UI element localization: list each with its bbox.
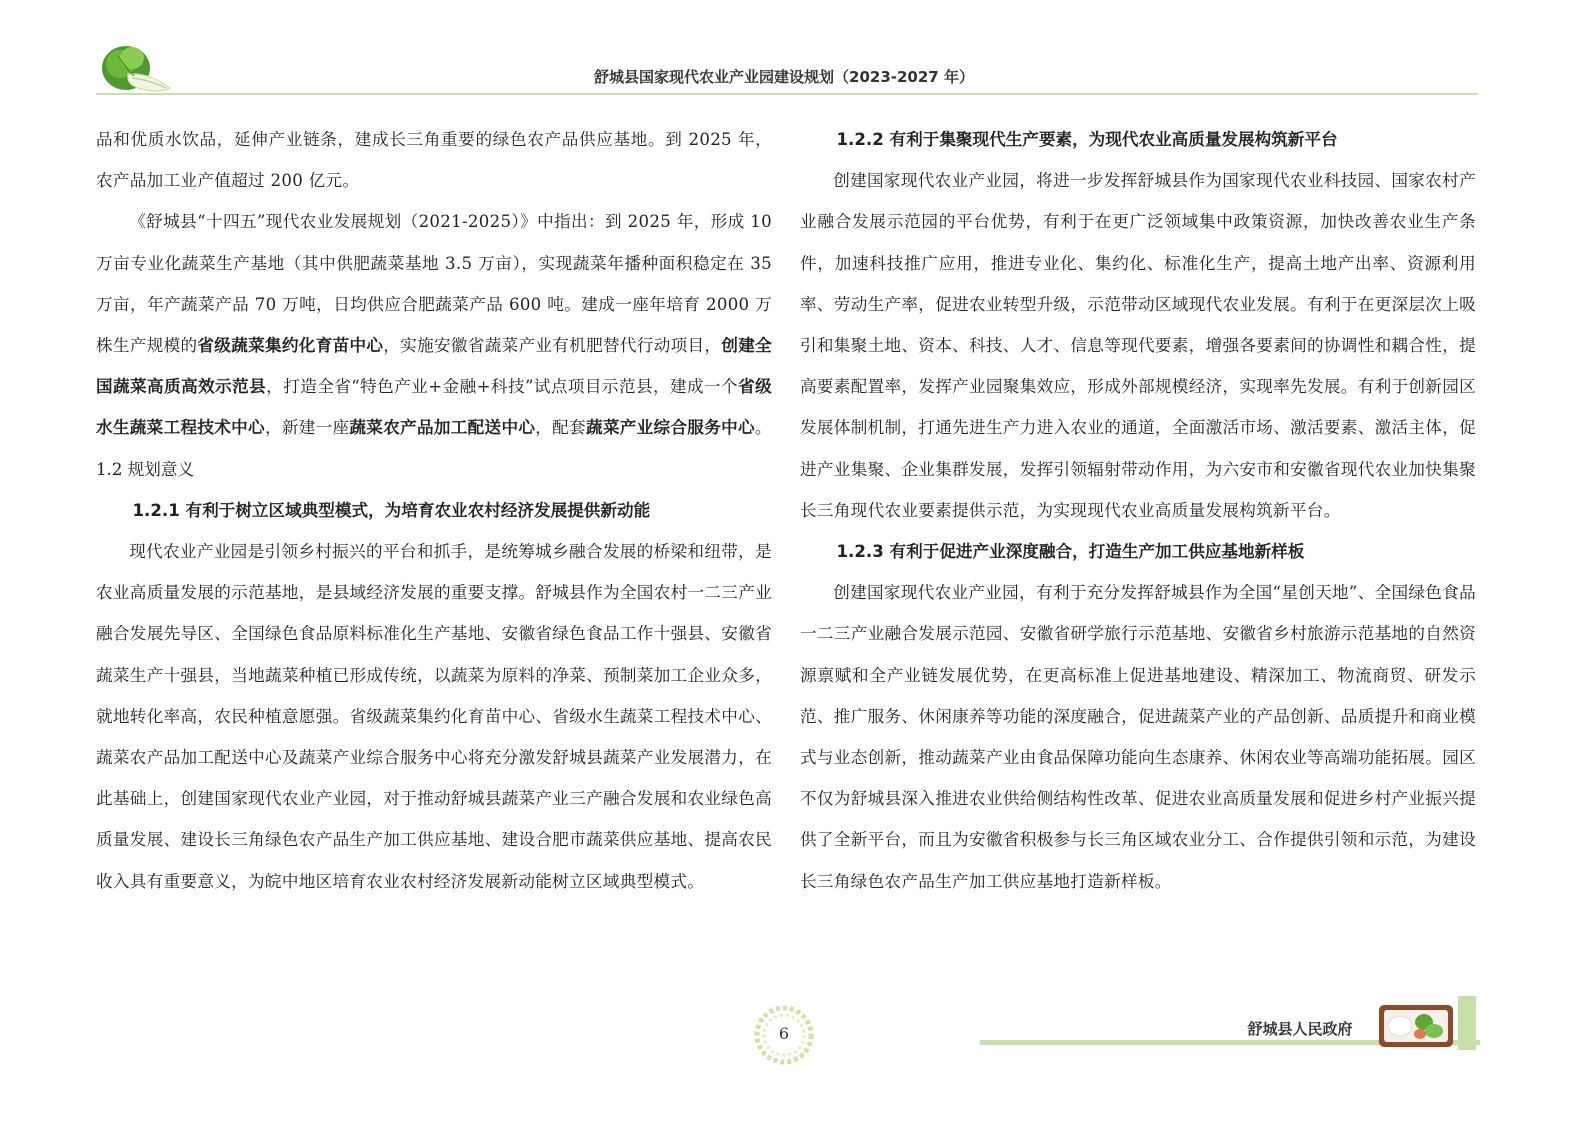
- header-divider: [96, 93, 1478, 95]
- paragraph-industry-integration: 创建国家现代农业产业园，有利于充分发挥舒城县作为全国“星创天地”、全国绿色食品一二三产业融合发展示范园、安徽省研学旅行示范基地、安徽省乡村旅游示范基地的自然资源禀赋和全产业链发展优势，在更高标准上促进基地建设、精深加工、物流商贸、研发示范、推广服务、休闲康养等功能的深度融合，促进蔬菜产业的产品创新、品质提升和商业模式与业态创新，推动蔬菜产业由食品保障功能向生态康养、休闲农业等高端功能拓展。园区不仅为舒城县深入推进农业供给侧结构性改革、促进农业高质量发展和促进乡村产业振兴提供了全新平台，而且为安徽省积极参与长三角区域农业分工、合作提供引领和示范，为建设长三角绿色农产品生产加工供应基地打造新样板。: [800, 583, 1476, 891]
- document-title: 舒城县国家现代农业产业园建设规划（2023-2027 年）: [594, 68, 974, 86]
- right-column: [800, 119, 1476, 902]
- highlight-seedling-center: 省级蔬菜集约化育苗中心: [197, 336, 384, 356]
- paragraph-industry-chain: 品和优质水饮品，延伸产业链条，建成长三角重要的绿色农产品供应基地。到 2025 年，农产品加工业产值超过 200 亿元。: [96, 130, 772, 191]
- paragraph-text: 。: [754, 418, 772, 438]
- footer-organization: 舒城县人民政府: [1247, 1020, 1353, 1038]
- paragraph-text: ，配套: [535, 418, 586, 438]
- left-column: [96, 119, 772, 902]
- paragraph-text: ，新建一座: [264, 418, 350, 438]
- subsection-heading: 1.2.3 有利于促进产业深度融合，打造生产加工供应基地新样板: [836, 542, 1305, 562]
- footer-accent-bar: [1458, 996, 1476, 1050]
- paragraph-production-factors: 创建国家现代农业产业园，将进一步发挥舒城县作为国家现代农业科技园、国家农村产业融合发展示范园的平台优势，有利于在更广泛领域集中政策资源，加快改善农业生产条件，加速科技推广应用，推进专业化、集约化、标准化生产，提高土地产出率、资源利用率、劳动生产率，促进农业转型升级，示范带动区域现代农业发展。有利于在更深层次上吸引和集聚土地、资本、科技、人才、信息等现代要素，增强各要素间的协调性和耦合性，提高要素配置率，发挥产业园聚集效应，形成外部规模经济，实现率先发展。有利于创新园区发展体制机制，打通先进生产力进入农业的通道，全面激活市场、激活要素、激活主体，促进产业集聚、企业集群发展，发挥引领辐射带动作用，为六安市和安徽省现代农业加快集聚长三角现代农业要素提供示范，为实现现代农业高质量发展构筑新平台。: [800, 171, 1476, 520]
- subsection-heading: 1.2.1 有利于树立区域典型模式，为培育农业农村经济发展提供新动能: [132, 500, 651, 520]
- subsection-heading: 1.2.2 有利于集聚现代生产要素，为现代农业高质量发展构筑新平台: [836, 130, 1338, 149]
- page-number: 6: [778, 1024, 790, 1043]
- paragraph-fourteenth-plan: [96, 201, 772, 448]
- highlight-processing-center: 蔬菜农产品加工配送中心: [349, 418, 536, 438]
- highlight-service-center: 蔬菜产业综合服务中心: [585, 418, 755, 438]
- section-heading: 1.2 规划意义: [96, 459, 195, 479]
- paragraph-text: 《舒城县“十四五”现代农业发展规划（2021-2025）》中指出：到 2025 年，形成 10 万亩专业化蔬菜生产基地（其中供肥蔬菜基地 3.5 万亩），实现蔬菜年播种面积稳定在 35 万亩，年产蔬菜产品 70 万吨，日均供应合肥蔬菜产品 600 吨。建成一座年培育 2000 万株生产规模的: [96, 212, 772, 356]
- paragraph-text: ，打造全省“特色产业+金融+科技”试点项目示范县，建成一个: [266, 377, 739, 397]
- vegetable-tray-icon: [1378, 1004, 1454, 1048]
- paragraph-regional-model: 现代农业产业园是引领乡村振兴的平台和抓手，是统筹城乡融合发展的桥梁和纽带，是农业高质量发展的示范基地，是县域经济发展的重要支撑。舒城县作为全国农村一二三产业融合发展先导区、全国绿色食品原料标准化生产基地、安徽省绿色食品工作十强县、安徽省蔬菜生产十强县，当地蔬菜种植已形成传统，以蔬菜为原料的净菜、预制菜加工企业众多，就地转化率高，农民种植意愿强。省级蔬菜集约化育苗中心、省级水生蔬菜工程技术中心、蔬菜农产品加工配送中心及蔬菜产业综合服务中心将充分激发舒城县蔬菜产业发展潜力，在此基础上，创建国家现代农业产业园，对于推动舒城县蔬菜产业三产融合发展和农业绿色高质量发展、建设长三角绿色农产品生产加工供应基地、建设合肥市蔬菜供应基地、提高农民收入具有重要意义，为皖中地区培育农业农村经济发展新动能树立区域典型模式。: [96, 542, 772, 891]
- highlight-aquatic-vegetable-center: 省级水生蔬菜工程技术中心: [96, 377, 772, 438]
- paragraph-text: ，实施安徽省蔬菜产业有机肥替代行动项目，: [383, 336, 722, 356]
- highlight-demo-county: 创建全国蔬菜高质高效示范县: [96, 336, 773, 397]
